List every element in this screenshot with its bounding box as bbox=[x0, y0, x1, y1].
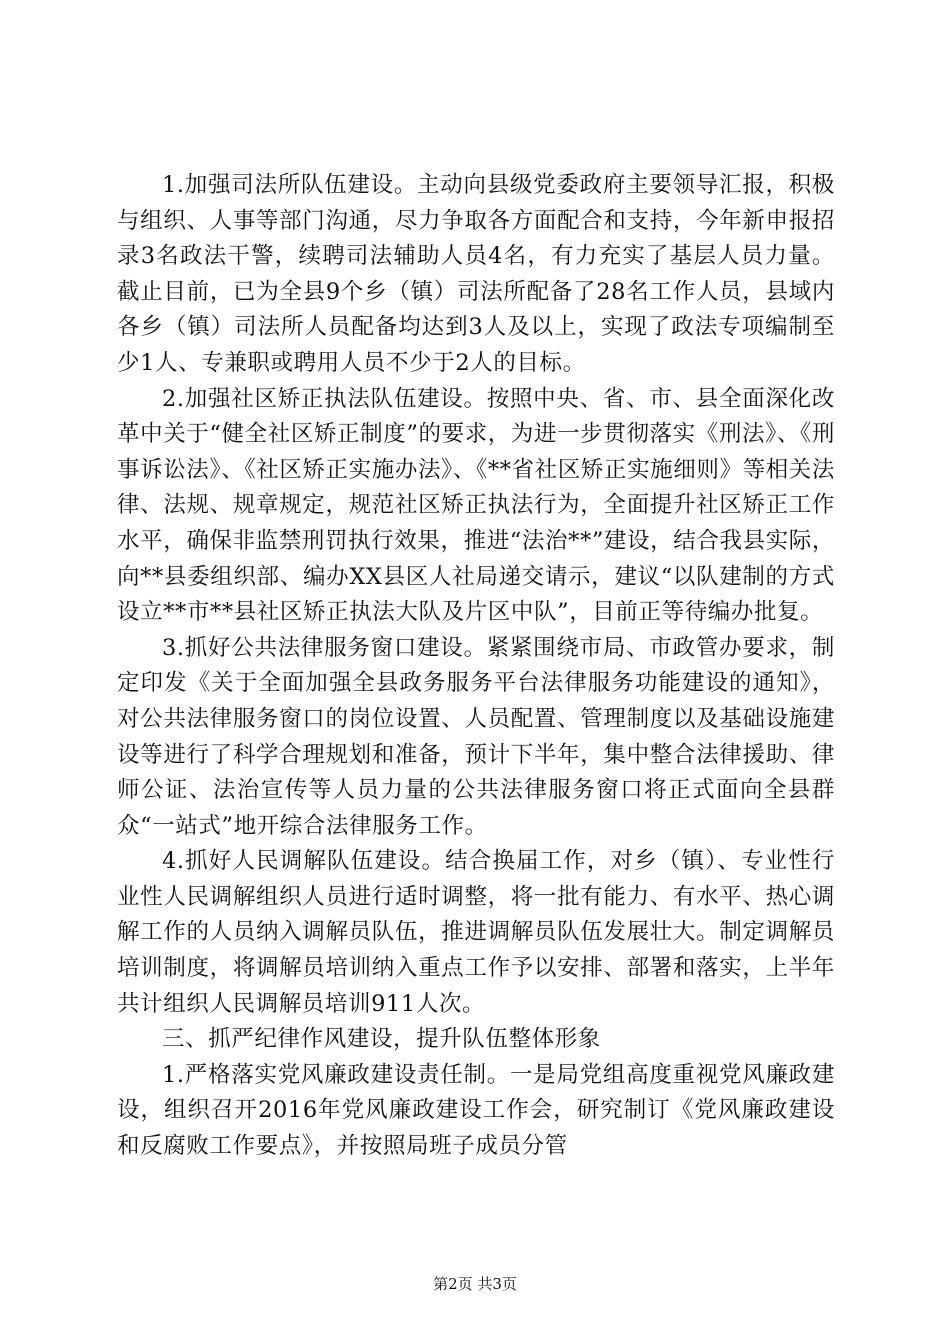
paragraph-community-correction: 2.加强社区矫正执法队伍建设。按照中央、省、市、县全面深化改革中关于“健全社区矫正制度”的要求，为进一步贯彻落实《刑法》、《刑事诉讼法》、《社区矫正实施办法》、《**省社区矫正实施细则》等相关法律、法规、规章规定，规范社区矫正执法行为，全面提升社区矫正工作水平，确保非监禁刑罚执行效果，推进“法治**”建设，结合我县实际，向**县委组织部、编办XX县区人社局递交请示，建议“以队建制的方式设立**市**县社区矫正执法大队及片区中队”，目前正等待编办批复。 bbox=[117, 385, 835, 626]
document-body bbox=[117, 168, 835, 1165]
page-footer: 第2页 共3页 bbox=[433, 1275, 517, 1293]
section-heading-discipline: 三、抓严纪律作风建设，提升队伍整体形象 bbox=[162, 1026, 601, 1053]
paragraph-mediation-team: 4.抓好人民调解队伍建设。结合换届工作，对乡（镇）、专业性行业性人民调解组织人员进行适时调整，将一批有能力、有水平、热心调解工作的人员纳入调解员队伍，推进调解员队伍发展壮大。制定调解员培训制度，将调解员培训纳入重点工作予以安排、部署和落实，上半年共计组织人民调解员培训911人次。 bbox=[117, 848, 835, 1017]
paragraph-judicial-office: 1.加强司法所队伍建设。主动向县级党委政府主要领导汇报，积极与组织、人事等部门沟通，尽力争取各方面配合和支持，今年新申报招录3名政法干警，续聘司法辅助人员4名，有力充实了基层人员力量。截止目前，已为全县9个乡（镇）司法所配备了28名工作人员，县域内各乡（镇）司法所人员配备均达到3人及以上，实现了政法专项编制至少1人、专兼职或聘用人员不少于2人的目标。 bbox=[117, 172, 835, 376]
paragraph-party-integrity: 1.严格落实党风廉政建设责任制。一是局党组高度重视党风廉政建设，组织召开2016年党风廉政建设工作会，研究制订《党风廉政建设和反腐败工作要点》，并按照局班子成员分管 bbox=[117, 1061, 835, 1160]
paragraph-legal-service-window: 3.抓好公共法律服务窗口建设。紧紧围绕市局、市政管办要求，制定印发《关于全面加强全县政务服务平台法律服务功能建设的通知》，对公共法律服务窗口的岗位设置、人员配置、管理制度以及基础设施建设等进行了科学合理规划和准备，预计下半年，集中整合法律援助、律师公证、法治宣传等人员力量的公共法律服务窗口将正式面向全县群众“一站式”地开综合法律服务工作。 bbox=[117, 634, 835, 839]
